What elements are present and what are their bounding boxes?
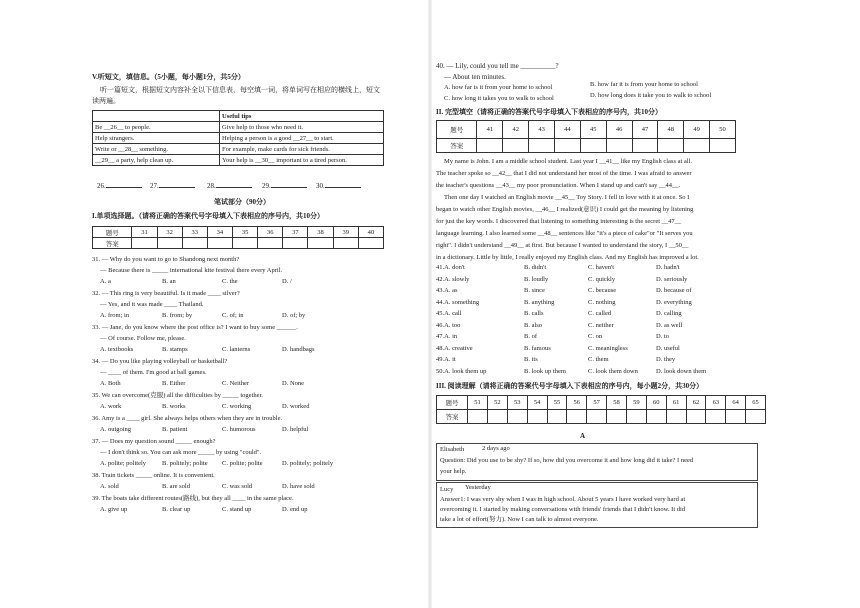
tips-cell: Helping a person is a good __27__ to start. xyxy=(220,133,384,144)
tips-cell: __29__ a party, help clean up. xyxy=(93,155,220,166)
option: B. calls xyxy=(524,310,544,317)
grid-answer-cell xyxy=(607,410,627,424)
tips-cell: Give help to those who need it. xyxy=(220,122,384,133)
tips-cell: Write or __28__ something. xyxy=(93,144,220,155)
option: C. quickly xyxy=(588,275,616,283)
question-text: 39. The boats take different routes(路线), but they all ____ in the same place. xyxy=(92,495,294,502)
grid-answer-cell xyxy=(587,410,607,424)
cloze-line: began to watch other English movies, __46__ I realized(意识) I could get the meaning by listening xyxy=(436,206,694,213)
grid-number: 43 xyxy=(529,121,555,139)
option: C. lanterns xyxy=(222,346,251,353)
option: C. was sold xyxy=(222,483,253,490)
grid-answer-cell xyxy=(308,238,333,249)
grid-number: 37 xyxy=(283,227,308,238)
cloze-line: Then one day I watched an English movie __45__ Toy Story. I fell in love with it at once. So I xyxy=(444,194,690,201)
option: C. nothing xyxy=(588,298,616,306)
question-text: 31. — Why do you want to go to Shandong next month? xyxy=(92,256,240,263)
option: B. also xyxy=(524,321,543,329)
question-reply: — Yes, and it was made ____ Thailand. xyxy=(100,301,204,308)
tips-cell: For example, make cards for sick friends. xyxy=(220,144,384,155)
option: B. since xyxy=(524,287,545,294)
grid-answer-cell xyxy=(258,238,283,249)
grid-number: 65 xyxy=(746,396,766,410)
grid-number: 57 xyxy=(587,396,607,410)
option: C. of; in xyxy=(222,312,244,319)
question-text: 32. — This ring is very beautiful. Is it made ____ silver? xyxy=(92,290,240,297)
option: 44.A. something xyxy=(436,298,480,306)
option: B. of xyxy=(524,333,537,340)
grid-answer-cell xyxy=(632,139,658,153)
forum-post-question xyxy=(436,443,758,481)
option: 46.A. too xyxy=(436,321,461,329)
blank-27: 27. xyxy=(150,182,195,191)
grid-number: 52 xyxy=(487,396,507,410)
post-text: your help. xyxy=(440,468,467,475)
option: D. of; by xyxy=(282,312,306,319)
grid-label: 题号 xyxy=(93,227,132,238)
grid-number: 50 xyxy=(710,121,736,139)
section1-title: I.单项选择题。（请将正确的答案代号字母填入下表相应的序号内，共10分） xyxy=(92,212,324,220)
grid-label: 答案 xyxy=(437,410,468,424)
option: B. are sold xyxy=(162,483,190,490)
option: B. how far it is from your home to school xyxy=(590,81,698,88)
section3-title: III. 阅读理解（请将正确的答案代号字母填入下表相应的序号内，每小题2分，共30分） xyxy=(436,382,704,390)
cloze-line: language learning. I also learned some __48__ sentences like "it's a piece of cake"or "It serves you xyxy=(436,230,693,237)
option: C. meaningless xyxy=(588,344,628,352)
grid-answer-cell xyxy=(233,238,258,249)
grid-answer-cell xyxy=(626,410,646,424)
grid-number: 49 xyxy=(684,121,710,139)
grid-number: 62 xyxy=(686,396,706,410)
grid-answer-cell xyxy=(503,139,529,153)
option: B. from; by xyxy=(162,312,193,319)
grid-number: 33 xyxy=(182,227,207,238)
blank-26: 26. xyxy=(97,182,142,191)
grid-answer-cell xyxy=(468,410,488,424)
grid-number: 64 xyxy=(726,396,746,410)
tips-header: Useful tips xyxy=(220,111,384,122)
post-user: Lucy xyxy=(440,486,454,493)
grid-answer-cell xyxy=(157,238,182,249)
answer-grid-31-40 xyxy=(92,226,384,249)
question-text: 34. — Do you like playing volleyball or basketball? xyxy=(92,358,228,365)
question-reply: — Because there is _____ international kite festival there every April. xyxy=(100,267,283,274)
grid-answer-cell xyxy=(746,410,766,424)
post-text: Question: Did you use to be shy? If so, how did you overcome it and how long did it take? I need xyxy=(440,457,694,464)
option: D. None xyxy=(282,380,305,387)
option: C. stand up xyxy=(222,506,252,513)
grid-number: 58 xyxy=(607,396,627,410)
grid-number: 47 xyxy=(632,121,658,139)
option: C. the xyxy=(222,278,238,285)
option: C. look them down xyxy=(588,367,638,375)
option: C. polite; polite xyxy=(222,460,263,467)
grid-number: 36 xyxy=(258,227,283,238)
option: 45.A. call xyxy=(436,310,462,317)
grid-number: 56 xyxy=(567,396,587,410)
option: D. as well xyxy=(656,321,683,329)
grid-answer-cell xyxy=(706,410,726,424)
option: B. look up them xyxy=(524,367,566,375)
option: B. clear up xyxy=(162,506,191,513)
cloze-line: The teacher spoke so __42__ that I did not understand her most of the time. I was afraid to answer xyxy=(436,170,692,177)
option: C. on xyxy=(588,333,603,340)
option: A. work xyxy=(100,403,122,410)
grid-answer-cell xyxy=(358,238,383,249)
question-reply: — Of course. Follow me, please. xyxy=(100,335,186,342)
question-text: 35. We can overcome(克服) all the difficulties by _____ together. xyxy=(92,392,263,399)
grid-label: 题号 xyxy=(437,121,477,139)
grid-answer-cell xyxy=(507,410,527,424)
option: C. because xyxy=(588,287,617,294)
option: D. how long does it take you to walk to school xyxy=(590,92,712,99)
option: B. didn't xyxy=(524,264,547,271)
option: C. them xyxy=(588,356,609,363)
grid-number: 53 xyxy=(507,396,527,410)
cloze-line: the teacher's questions __43__ my poor pronunciation. When I stand up and can't say __44__. xyxy=(436,182,681,189)
cloze-line: My name is John. I am a middle school student. Last year I __41__ like my English class at all. xyxy=(444,158,693,165)
option: B. stamps xyxy=(162,346,188,353)
cloze-line: right". I didn't understand __49__ at first. But because I wanted to understand the story, I __50__ xyxy=(436,242,689,249)
grid-number: 44 xyxy=(554,121,580,139)
grid-number: 55 xyxy=(547,396,567,410)
grid-answer-cell xyxy=(726,410,746,424)
option: B. famous xyxy=(524,344,551,352)
grid-number: 39 xyxy=(333,227,358,238)
blank-28: 28. xyxy=(207,182,252,191)
option: C. called xyxy=(588,310,612,317)
grid-number: 51 xyxy=(468,396,488,410)
grid-answer-cell xyxy=(666,410,686,424)
grid-answer-cell xyxy=(487,410,507,424)
option: A. sold xyxy=(100,483,119,490)
grid-number: 46 xyxy=(606,121,632,139)
grid-answer-cell xyxy=(567,410,587,424)
written-part-title: 笔试部分（90分） xyxy=(214,198,270,206)
post-user: Elisabeth xyxy=(440,446,465,453)
option: D. to xyxy=(656,333,669,340)
option: D. politely; politely xyxy=(282,460,334,467)
option: D. handbags xyxy=(282,346,315,353)
grid-number: 32 xyxy=(157,227,182,238)
option: B. Either xyxy=(162,380,186,387)
grid-label: 题号 xyxy=(437,396,468,410)
tips-cell: Your help is __30__ important to a tired person. xyxy=(220,155,384,166)
forum-post-answer xyxy=(436,482,758,528)
option: D. seriously xyxy=(656,275,688,283)
useful-tips-table xyxy=(92,110,384,166)
question-text: 37. — Does my question sound _____ enough? xyxy=(92,438,216,445)
grid-number: 61 xyxy=(666,396,686,410)
blank-29: 29. xyxy=(262,182,307,191)
grid-answer-cell xyxy=(646,410,666,424)
cloze-line: in a dictionary. Little by little, I really enjoyed my English class. And my English has improved a lot. xyxy=(436,254,699,261)
post-text: take a lot of effort(努力). Now I can talk to almost everyone. xyxy=(440,516,599,523)
section2-title: II. 完型填空（请将正确的答案代号字母填入下表相应的序号内，共10分） xyxy=(436,108,662,116)
grid-number: 42 xyxy=(503,121,529,139)
option: B. anything xyxy=(524,298,555,306)
option: 47.A. in xyxy=(436,333,458,340)
passage-label: A xyxy=(580,432,586,440)
question-40: 40. — Lily, could you tell me __________? xyxy=(436,62,559,70)
option: C. Neither xyxy=(222,380,250,387)
grid-answer-cell xyxy=(132,238,157,249)
grid-number: 35 xyxy=(233,227,258,238)
grid-answer-cell xyxy=(207,238,232,249)
question-40-reply: — About ten minutes. xyxy=(444,73,506,81)
option: 42.A. slowly xyxy=(436,275,470,283)
option: D. useful xyxy=(656,344,680,352)
option: D. have sold xyxy=(282,483,315,490)
grid-answer-cell xyxy=(658,139,684,153)
option: D. / xyxy=(282,278,292,285)
option: A. Both xyxy=(100,380,121,387)
post-text: Answer1: I was very shy when I was in high school. About 5 years I have worked very hard at xyxy=(440,496,686,503)
grid-answer-cell xyxy=(686,410,706,424)
option: D. hadn't xyxy=(656,264,680,271)
option: D. everything xyxy=(656,298,692,306)
grid-answer-cell xyxy=(606,139,632,153)
answer-grid-51-65 xyxy=(436,395,766,424)
grid-number: 40 xyxy=(358,227,383,238)
option: D. helpful xyxy=(282,426,309,433)
option: 41.A. don't xyxy=(436,264,465,271)
right-page xyxy=(430,0,860,608)
option: B. its xyxy=(524,356,538,363)
grid-answer-cell xyxy=(710,139,736,153)
option: B. patient xyxy=(162,426,188,433)
grid-number: 38 xyxy=(308,227,333,238)
question-text: 38. Train tickets _____ online. It is convenient. xyxy=(92,472,215,479)
option: 49.A. it xyxy=(436,356,456,363)
grid-label: 答案 xyxy=(93,238,132,249)
question-text: 36. Amy is a ____ girl. She always helps others when they are in trouble. xyxy=(92,415,283,422)
post-text: overcoming it. I started by making conversations with friends' friends that I didn't know. It did xyxy=(440,506,686,513)
option: A. from; in xyxy=(100,312,130,319)
blank-30: 30. xyxy=(316,182,361,191)
cloze-line: for just the key words. I discovered that listening to something interesting is the secret __47__ xyxy=(436,218,682,225)
section5-instruction-cont: 读两遍。 xyxy=(92,97,120,105)
option: A. textbooks xyxy=(100,346,134,353)
option: C. humorous xyxy=(222,426,256,433)
option: C. how long it takes you to walk to school xyxy=(444,95,554,102)
option: D. end up xyxy=(282,506,308,513)
grid-number: 60 xyxy=(646,396,666,410)
option: B. works xyxy=(162,403,186,410)
grid-number: 34 xyxy=(207,227,232,238)
question-text: 33. — Jane, do you know where the post office is? I want to buy some ______. xyxy=(92,324,298,331)
grid-answer-cell xyxy=(477,139,503,153)
option: D. they xyxy=(656,356,676,363)
section5-title: V.听短文，填信息。（5小题，每小题1分，共5分） xyxy=(92,73,245,81)
grid-answer-cell xyxy=(529,139,555,153)
answer-grid-41-50 xyxy=(436,120,736,153)
option: D. look down them xyxy=(656,367,707,375)
option: B. an xyxy=(162,278,176,285)
grid-answer-cell xyxy=(580,139,606,153)
grid-number: 54 xyxy=(527,396,547,410)
option: 43.A. as xyxy=(436,287,458,294)
option: D. because of xyxy=(656,287,692,294)
option: A. outgoing xyxy=(100,426,132,433)
tips-cell: Help strangers. xyxy=(93,133,220,144)
option: B. loudly xyxy=(524,275,549,283)
grid-answer-cell xyxy=(182,238,207,249)
grid-number: 31 xyxy=(132,227,157,238)
grid-answer-cell xyxy=(283,238,308,249)
option: A. how far is it from your home to school xyxy=(444,84,553,91)
option: 48.A. creative xyxy=(436,344,473,352)
grid-number: 41 xyxy=(477,121,503,139)
grid-number: 59 xyxy=(626,396,646,410)
option: D. calling xyxy=(656,310,682,317)
grid-answer-cell xyxy=(333,238,358,249)
option: A. a xyxy=(100,278,111,285)
question-reply: — ____ of them. I'm good at ball games. xyxy=(100,369,207,376)
section5-instruction: 听一篇短文，根据短文内容补全以下信息表，每空填一词，将单词写在相应的横线上，短文 xyxy=(100,86,380,94)
option: A. give up xyxy=(100,506,128,513)
option: C. neither xyxy=(588,321,614,329)
grid-number: 63 xyxy=(706,396,726,410)
tips-cell: Be __26__ to people. xyxy=(93,122,220,133)
option: C. haven't xyxy=(588,264,615,271)
grid-number: 45 xyxy=(580,121,606,139)
grid-answer-cell xyxy=(684,139,710,153)
grid-label: 答案 xyxy=(437,139,477,153)
option: B. politely; polite xyxy=(162,460,208,467)
grid-answer-cell xyxy=(547,410,567,424)
option: A. polite; politely xyxy=(100,460,147,467)
question-reply: — I don't think so. You can ask more _____ by using "could". xyxy=(100,449,262,456)
grid-answer-cell xyxy=(554,139,580,153)
post-time: 2 days ago xyxy=(482,445,510,452)
post-time: Yesterday xyxy=(465,484,491,491)
option: C. working xyxy=(222,403,252,410)
option: D. worked xyxy=(282,403,310,410)
grid-answer-cell xyxy=(527,410,547,424)
grid-number: 48 xyxy=(658,121,684,139)
option: 50.A. look them up xyxy=(436,367,487,375)
